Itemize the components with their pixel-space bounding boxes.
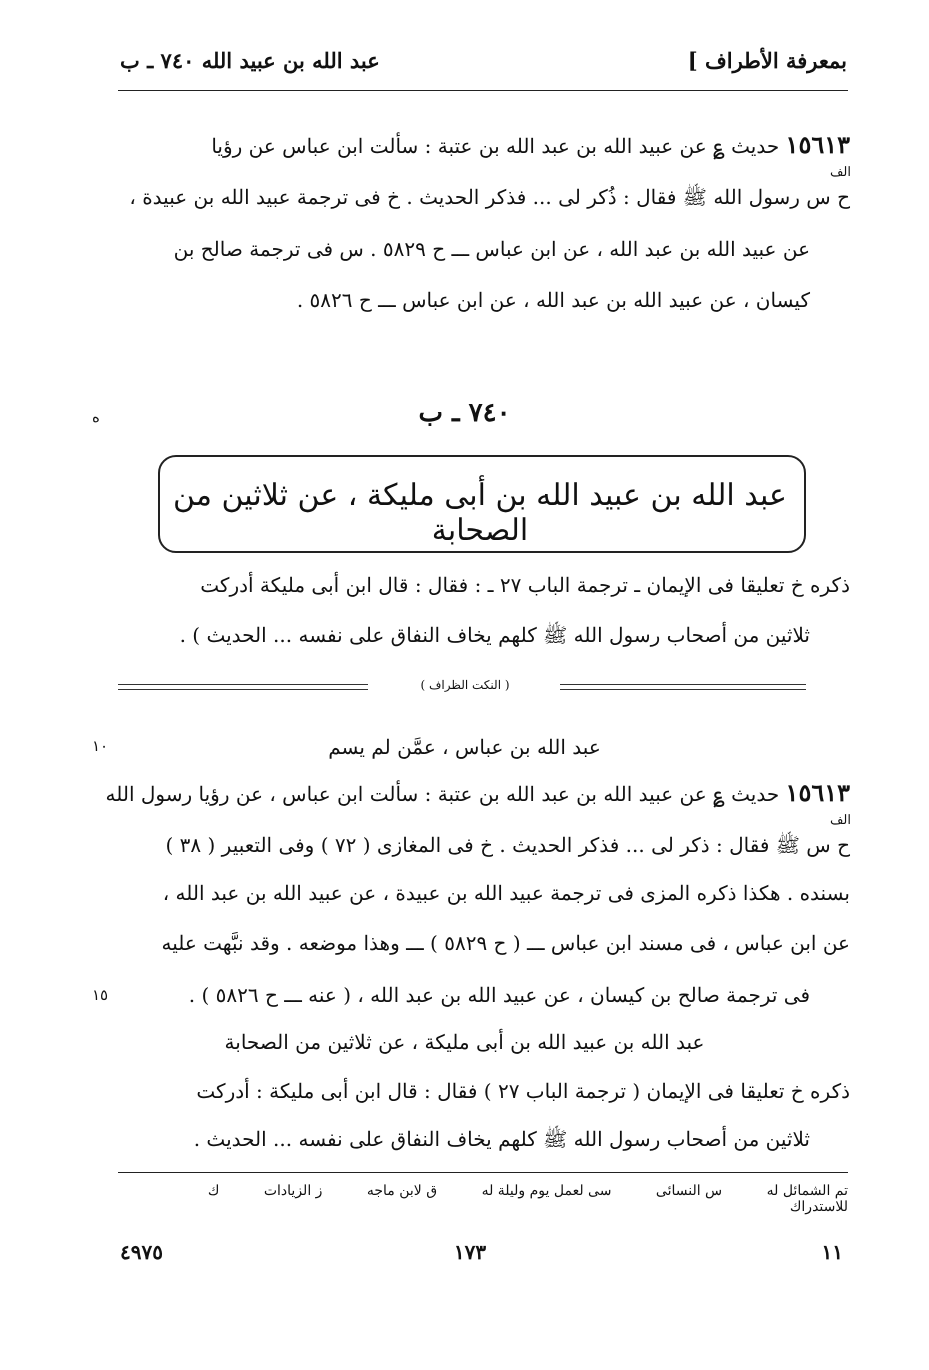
- footer-rule: [118, 1172, 848, 1173]
- page-number-right: ١١: [821, 1240, 843, 1264]
- nukat-line7: ثلاثين من أصحاب رسول الله ﷺ كلهم يخاف النفاق على نفسه ... الحديث .: [193, 1127, 810, 1151]
- nukat-line6: ذكره خ تعليقا فى الإيمان ( ترجمة الباب ٢٧ ) فقال : قال ابن أبى مليكة : أدركت: [196, 1079, 850, 1103]
- page-number-center: ١٧٣: [453, 1240, 487, 1264]
- entry1-line1: [110, 130, 850, 161]
- nukat-line3: بسنده . هكذا ذكره المزى فى ترجمة عبيد الله بن عبيدة ، عن عبيد الله بن عبد الله ،: [162, 881, 850, 905]
- entry1-line2: ح س رسول الله ﷺ فقال : ذُكر لى ... فذكر الحديث . خ فى ترجمة عبيد الله بن عبيدة ،: [129, 185, 850, 209]
- divider-left: [118, 684, 368, 690]
- legend-item: س النسائى: [655, 1183, 723, 1199]
- section-line2: ثلاثين من أصحاب رسول الله ﷺ كلهم يخاف النفاق على نفسه ... الحديث ) .: [179, 623, 810, 647]
- legend-item: ق لابن ماجه: [366, 1183, 438, 1199]
- entry1-line3: عن عبيد الله بن عبد الله ، عن ابن عباس ـــ ح ٥٨٢٩ . س فى ترجمة صالح بن: [173, 237, 810, 261]
- header-rule: [118, 90, 848, 91]
- nukat-hadith-number: ١٥٦١٣: [785, 778, 850, 807]
- hadith-number: ١٥٦١٣: [785, 130, 850, 159]
- line-number-5: ه: [92, 408, 100, 426]
- legend-item: ز الزيادات: [263, 1183, 323, 1199]
- nukat-heading: عبد الله بن عباس ، عمَّن لم يسم: [328, 735, 601, 759]
- legend-item: سى لعمل يوم وليلة له: [481, 1183, 612, 1199]
- line-number-15: ١٥: [92, 986, 109, 1004]
- entry1-line4: كيسان ، عن عبيد الله بن عبد الله ، عن ابن عباس ـــ ح ٥٨٢٦ .: [296, 288, 810, 312]
- nukat-heading2: عبد الله بن عبيد الله بن أبى مليكة ، عن ثلاثين من الصحابة: [224, 1030, 705, 1054]
- section-line1: ذكره خ تعليقا فى الإيمان ـ ترجمة الباب ٢٧ ـ : فقال : قال ابن أبى مليكة أدركت: [200, 573, 850, 597]
- running-header-left: عبد الله بن عبيد الله ٧٤٠ ـ ب: [120, 48, 380, 73]
- section-number: ٧٤٠ ـ ب: [418, 398, 511, 428]
- nukat-text1: حديث ؏ عن عبيد الله بن عبد الله بن عتبة : سألت ابن عباس ، عن رؤيا رسول الله: [105, 782, 780, 806]
- nukat-line5: فى ترجمة صالح بن كيسان ، عن عبيد الله بن عبد الله ، ( عنه ـــ ح ٥٨٢٦ ) .: [188, 983, 810, 1007]
- nukat-line1: [105, 778, 850, 809]
- divider-right: [560, 684, 806, 690]
- margin-marker: الف: [829, 165, 851, 180]
- entry1-text1: حديث ؏ عن عبيد الله بن عبد الله بن عتبة : سألت ابن عباس عن رؤيا: [211, 134, 780, 158]
- page-number-left: ٤٩٧٥: [120, 1240, 163, 1264]
- section-title: عبد الله بن عبيد الله بن أبى مليكة ، عن ثلاثين من الصحابة: [173, 478, 787, 548]
- nukat-margin-marker: الف: [829, 813, 851, 828]
- legend-item: ك للاستدراك: [207, 1183, 848, 1215]
- nukat-line2: ح س ﷺ فقال : ذكر لى ... فذكر الحديث . خ فى المغازى ( ٧٢ ) وفى التعبير ( ٣٨ ): [165, 833, 850, 857]
- line-number-10: ١٠: [92, 737, 109, 755]
- legend-item: تم الشمائل له: [766, 1183, 848, 1199]
- nukat-line4: عن ابن عباس ، فى مسند ابن عباس ـــ ( ح ٥٨٢٩ ) ـــ وهذا موضعه . وقد نبَّهت عليه: [161, 931, 850, 955]
- running-header-right: بمعرفة الأطراف ]: [687, 48, 847, 73]
- divider-label: ( النكت الظراف ): [380, 678, 550, 692]
- abbreviation-legend: [118, 1183, 848, 1215]
